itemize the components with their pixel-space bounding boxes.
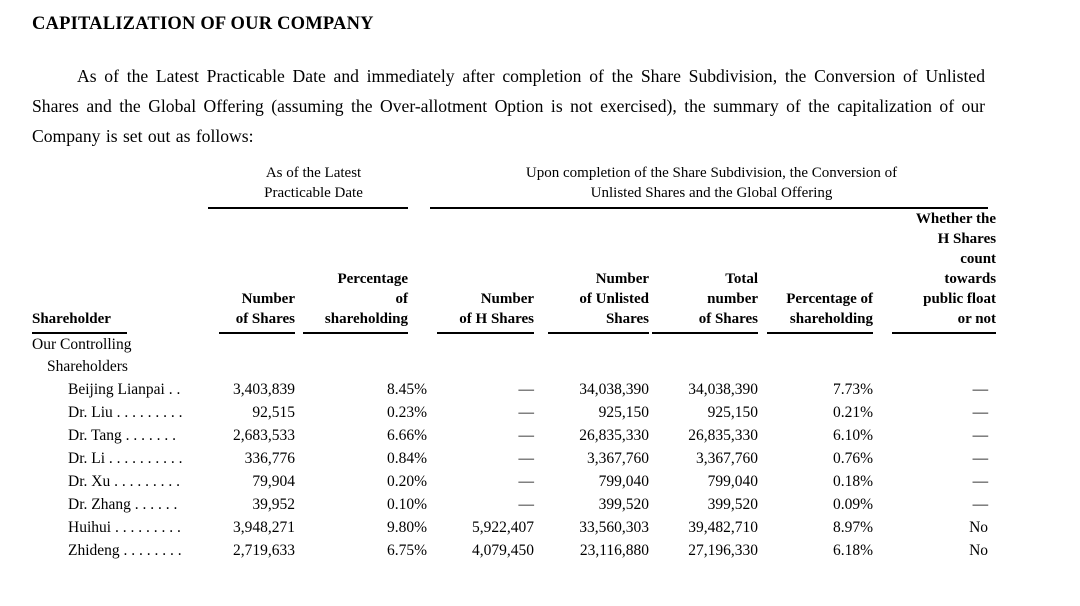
cell-total-shares: 799,040: [707, 472, 759, 490]
group-line: Our Controlling: [32, 336, 132, 353]
cell-total-shares: 26,835,330: [688, 426, 759, 444]
cell-h-shares: —: [518, 495, 535, 513]
cell-percentage: 9.80%: [386, 518, 428, 536]
cell-public-float: —: [972, 449, 989, 467]
header-line: Percentage: [337, 271, 409, 287]
group-header-row: [32, 334, 996, 378]
cell-h-shares: 5,922,407: [472, 518, 535, 536]
page-title: CAPITALIZATION OF OUR COMPANY: [32, 14, 374, 34]
cell-unlisted-shares: 23,116,880: [579, 541, 650, 559]
cell-total-shares: 3,367,760: [696, 449, 759, 467]
header-line: Number: [241, 291, 295, 307]
cell-total-shares: 399,520: [707, 495, 759, 513]
spanner-line: As of the Latest: [265, 165, 362, 181]
header-line: Percentage of: [786, 291, 874, 307]
cell-percentage-after: 0.76%: [832, 449, 874, 467]
table-row-dr-xu: [32, 470, 996, 493]
dot-leader: . . . . . . . . .: [110, 472, 180, 490]
cell-number-of-shares: 3,948,271: [233, 518, 295, 536]
header-line: Number: [480, 291, 535, 307]
column-header-shareholder: [32, 209, 200, 334]
column-header-public-float: [878, 209, 996, 334]
cell-h-shares: —: [518, 449, 535, 467]
cell-percentage: 8.45%: [386, 380, 428, 398]
header-line: Shares: [605, 311, 650, 327]
cell-total-shares: 34,038,390: [688, 380, 759, 398]
cell-unlisted-shares: 925,150: [598, 403, 650, 421]
header-line: Total: [725, 271, 759, 287]
cell-percentage-after: 0.21%: [832, 403, 874, 421]
spanner-upon-completion: [427, 163, 996, 209]
cell-number-of-shares: 336,776: [244, 449, 295, 467]
cell-number-of-shares: 79,904: [252, 472, 295, 490]
table-row-dr-zhang: [32, 493, 996, 516]
column-header-number-of-shares: [200, 209, 295, 334]
header-line: towards: [944, 271, 997, 287]
dot-leader: . .: [164, 380, 181, 398]
cell-h-shares: —: [518, 403, 535, 421]
shareholder-name: Zhideng . . . . . . . .: [68, 541, 182, 559]
header-line: H Shares: [937, 231, 997, 247]
cell-public-float: —: [972, 403, 989, 421]
shareholder-name: Beijing Lianpai . .: [68, 380, 181, 398]
cell-percentage: 6.66%: [386, 426, 428, 444]
spanner-empty-cell: [32, 163, 200, 209]
cell-h-shares: 4,079,450: [472, 541, 535, 559]
cell-percentage: 6.75%: [386, 541, 428, 559]
column-header-number-of-unlisted-shares: [534, 209, 649, 334]
header-line: or not: [957, 311, 997, 327]
table-row-zhideng: [32, 539, 996, 562]
cell-public-float: —: [972, 472, 989, 490]
cell-h-shares: —: [518, 426, 535, 444]
dot-leader: . . . . . . . . .: [111, 518, 181, 536]
cell-total-shares: 925,150: [707, 403, 759, 421]
cell-h-shares: —: [518, 472, 535, 490]
dot-leader: . . . . . . . . . .: [105, 449, 183, 467]
intro-paragraph: As of the Latest Practicable Date and immediately after completion of the Share Subdivision, the Conversion of Unlisted Shares and the Global Offering (assuming the Over-allotment Option is not exercised), the summary of the capitalization of our Company is set out as follows:: [32, 66, 985, 146]
header-line: Number: [595, 271, 650, 287]
cell-unlisted-shares: 34,038,390: [579, 380, 650, 398]
shareholder-name: Dr. Xu . . . . . . . . .: [68, 472, 180, 490]
dot-leader: . . . . . . .: [121, 426, 176, 444]
cell-unlisted-shares: 33,560,303: [579, 518, 650, 536]
spanner-row: [32, 163, 996, 209]
cell-number-of-shares: 39,952: [252, 495, 295, 513]
header-line: shareholding: [324, 311, 409, 327]
cell-h-shares: —: [518, 380, 535, 398]
table-row-dr-li: [32, 447, 996, 470]
cell-number-of-shares: 92,515: [252, 403, 295, 421]
cell-percentage: 0.23%: [386, 403, 428, 421]
table-row-huihui: [32, 516, 996, 539]
column-header-row: [32, 209, 996, 334]
header-line: count: [960, 251, 997, 267]
cell-total-shares: 27,196,330: [688, 541, 759, 559]
header-line: of Unlisted: [579, 291, 650, 307]
shareholder-name: Dr. Zhang . . . . . .: [68, 495, 178, 513]
cell-number-of-shares: 2,683,533: [233, 426, 295, 444]
cell-percentage: 0.10%: [386, 495, 428, 513]
table-row-dr-tang: [32, 424, 996, 447]
cell-percentage: 0.84%: [386, 449, 428, 467]
dot-leader: . . . . . . . . .: [112, 403, 183, 421]
cell-total-shares: 39,482,710: [688, 518, 759, 536]
cell-public-float: —: [972, 426, 989, 444]
dot-leader: . . . . . . . .: [119, 541, 182, 559]
shareholder-name: Huihui . . . . . . . . .: [68, 518, 181, 536]
shareholder-name: Dr. Tang . . . . . . .: [68, 426, 176, 444]
column-header-total-number-of-shares: [649, 209, 758, 334]
spanner-line: Upon completion of the Share Subdivision, the Conversion of: [525, 165, 898, 181]
group-header-controlling-shareholders: [32, 334, 996, 378]
header-line: Shareholder: [32, 311, 111, 327]
cell-percentage-after: 0.09%: [832, 495, 874, 513]
cell-unlisted-shares: 3,367,760: [587, 449, 650, 467]
header-line: of Shares: [235, 311, 295, 327]
cell-percentage-after: 7.73%: [832, 380, 874, 398]
group-line: Shareholders: [47, 358, 128, 375]
shareholder-name: Dr. Li . . . . . . . . . .: [68, 449, 183, 467]
cell-number-of-shares: 3,403,839: [233, 380, 295, 398]
table-row-dr-liu: [32, 401, 996, 424]
cell-public-float: —: [972, 495, 989, 513]
spanner-line: Unlisted Shares and the Global Offering: [590, 185, 833, 201]
column-header-number-of-h-shares: [427, 209, 534, 334]
header-line: number: [707, 291, 759, 307]
cell-unlisted-shares: 399,520: [598, 495, 650, 513]
header-line: Whether the: [915, 211, 997, 227]
header-line: of H Shares: [459, 311, 535, 327]
cell-percentage-after: 6.10%: [832, 426, 874, 444]
header-line: public float: [923, 291, 997, 307]
cell-percentage-after: 6.18%: [832, 541, 874, 559]
column-header-percentage-of-shareholding: [295, 209, 427, 334]
spanner-line: Practicable Date: [264, 185, 363, 201]
shareholder-name: Dr. Liu . . . . . . . . .: [68, 403, 183, 421]
cell-public-float: No: [969, 518, 989, 536]
dot-leader: . . . . . .: [130, 495, 178, 513]
cell-public-float: No: [969, 541, 989, 559]
cell-unlisted-shares: 26,835,330: [579, 426, 650, 444]
header-line: of: [395, 291, 409, 307]
column-header-percentage-of-shareholding-after: [758, 209, 878, 334]
header-line: of Shares: [698, 311, 759, 327]
cell-percentage-after: 8.97%: [832, 518, 874, 536]
cell-public-float: —: [972, 380, 989, 398]
spanner-latest-practicable-date: [200, 163, 427, 209]
capitalization-table: [32, 163, 996, 562]
table-row-beijing-lianpai: [32, 378, 996, 401]
header-line: shareholding: [789, 311, 874, 327]
cell-unlisted-shares: 799,040: [598, 472, 650, 490]
cell-percentage: 0.20%: [386, 472, 428, 490]
cell-number-of-shares: 2,719,633: [233, 541, 295, 559]
cell-percentage-after: 0.18%: [832, 472, 874, 490]
